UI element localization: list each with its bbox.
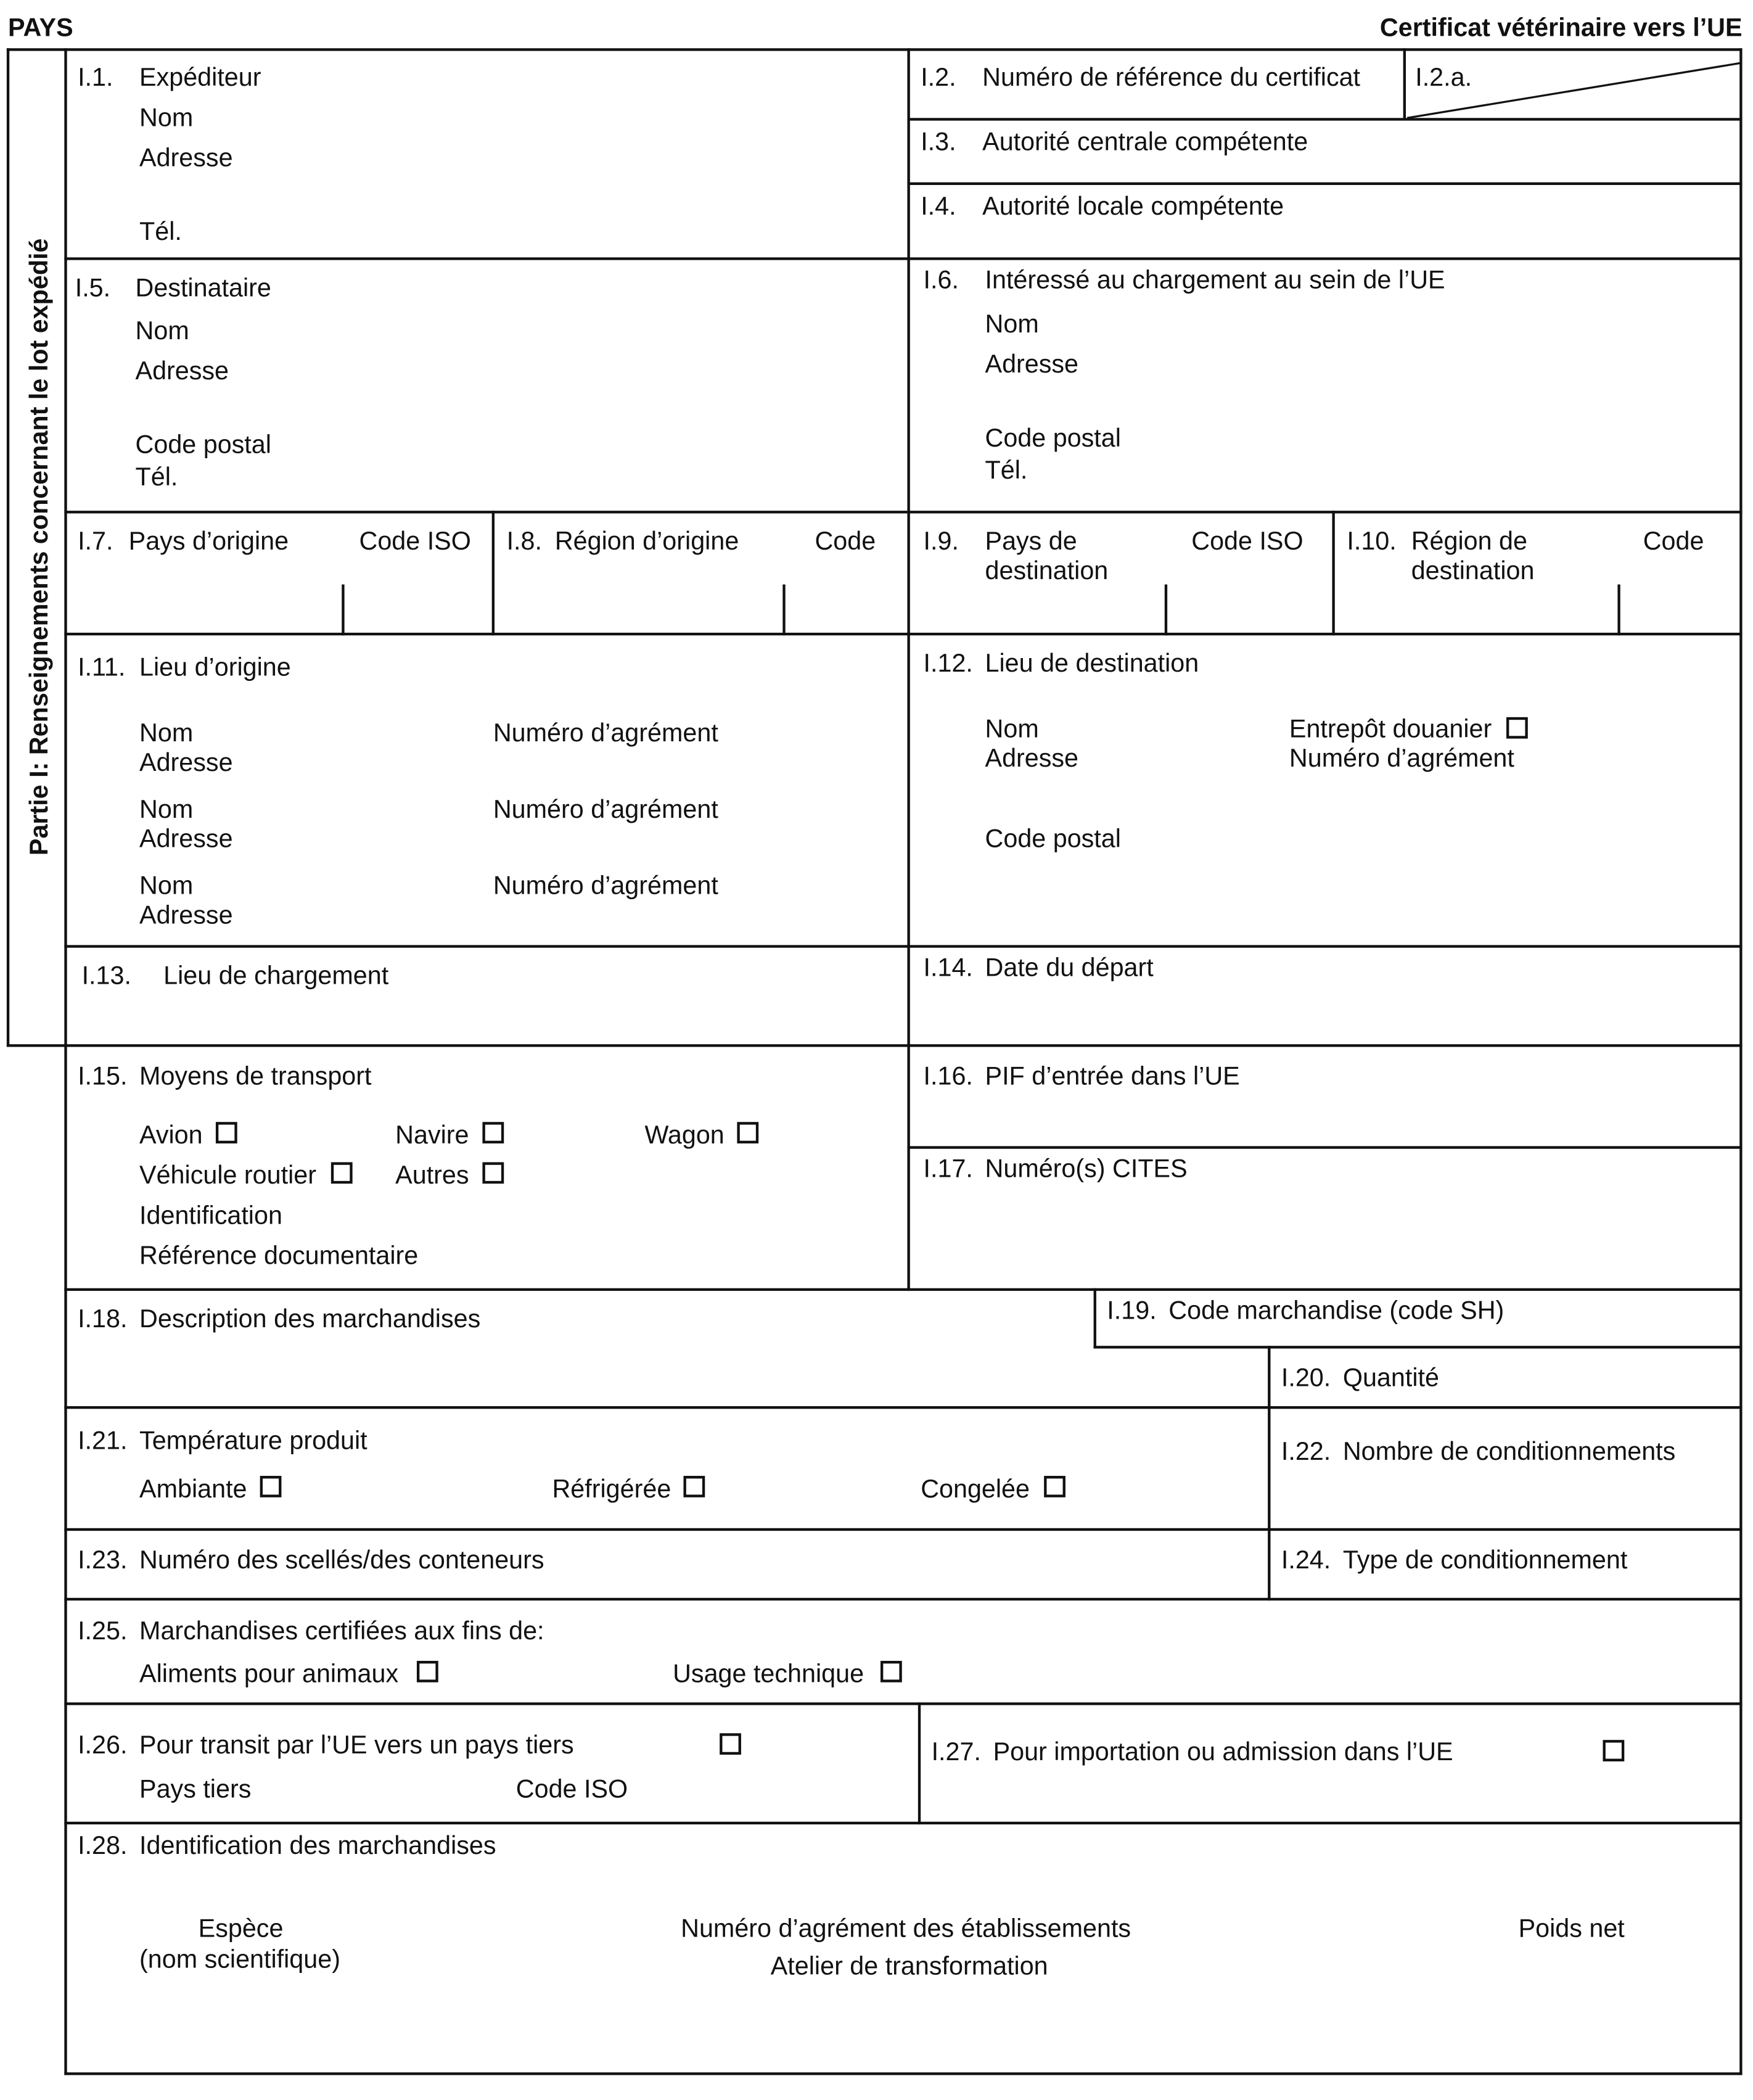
i13-title: Lieu de chargement — [163, 962, 389, 991]
i26-code-iso: Code ISO — [515, 1776, 628, 1805]
i5-nom: Nom — [135, 318, 189, 346]
i3-number: I.3. — [921, 128, 956, 157]
i25-aliments-label: Aliments pour animaux — [139, 1660, 399, 1689]
i28-poids-net: Poids net — [1518, 1915, 1625, 1944]
i18-title: Description des marchandises — [139, 1305, 481, 1334]
i4-number: I.4. — [921, 192, 956, 221]
i25-number: I.25. — [78, 1618, 128, 1647]
i12-entrepot-label: Entrepôt douanier — [1289, 715, 1492, 744]
i7-title: Pays d’origine — [128, 528, 289, 557]
i6-code-postal: Code postal — [985, 424, 1121, 453]
rule — [342, 585, 344, 636]
i15-navire-label: Navire — [395, 1122, 469, 1150]
rule — [7, 48, 9, 1047]
i13-number: I.13. — [81, 962, 131, 991]
part-one-label: Partie I: Renseignements concernant le lot expédié — [26, 238, 55, 856]
i2-title: Numéro de référence du certificat — [982, 64, 1361, 93]
i5-adresse: Adresse — [135, 358, 229, 386]
rule — [492, 511, 495, 635]
i3-title: Autorité centrale compétente — [982, 128, 1308, 157]
i28-agrement: Numéro d’agrément des établissements — [681, 1915, 1131, 1944]
i15-wagon-checkbox[interactable] — [737, 1122, 758, 1143]
i1-title: Expéditeur — [139, 64, 261, 93]
rule — [1268, 1346, 1270, 1600]
i9-number: I.9. — [923, 528, 959, 557]
i27-import-checkbox[interactable] — [1603, 1740, 1625, 1761]
i24-number: I.24. — [1281, 1547, 1331, 1575]
rule — [64, 1528, 1742, 1531]
i2-number: I.2. — [921, 64, 956, 93]
i11-number: I.11. — [78, 654, 126, 683]
i28-title: Identification des marchandises — [139, 1832, 496, 1861]
i14-title: Date du départ — [985, 954, 1154, 983]
i21-title: Température produit — [139, 1427, 367, 1456]
i28-nom-scientifique: (nom scientifique) — [139, 1946, 340, 1975]
i5-tel: Tél. — [135, 464, 178, 492]
rule — [907, 48, 909, 1291]
i27-number: I.27. — [931, 1739, 981, 1767]
i20-title: Quantité — [1342, 1364, 1439, 1393]
i8-number: I.8. — [506, 528, 542, 557]
i12-code-postal: Code postal — [985, 825, 1121, 854]
i12-agrement: Numéro d’agrément — [1289, 745, 1514, 774]
i15-avion-label: Avion — [139, 1122, 203, 1150]
rule — [7, 1044, 66, 1047]
i1-nom: Nom — [139, 104, 194, 133]
i26-pays-tiers: Pays tiers — [139, 1776, 252, 1805]
i12-title: Lieu de destination — [985, 650, 1199, 678]
header-country: PAYS — [8, 14, 73, 43]
header-certificate-title: Certificat vétérinaire vers l’UE — [1379, 14, 1743, 43]
i25-usage-checkbox[interactable] — [881, 1661, 902, 1682]
rule — [64, 945, 1742, 947]
i4-title: Autorité locale compétente — [982, 192, 1284, 221]
i5-title: Destinataire — [135, 274, 271, 303]
i15-vehicule-checkbox[interactable] — [331, 1162, 353, 1184]
i15-title: Moyens de transport — [139, 1063, 372, 1092]
i15-number: I.15. — [78, 1063, 128, 1092]
rule — [64, 2072, 1742, 2075]
i20-number: I.20. — [1281, 1364, 1331, 1393]
i26-transit-checkbox[interactable] — [720, 1733, 741, 1755]
i12-adresse: Adresse — [985, 745, 1079, 774]
i21-ambiante-checkbox[interactable] — [260, 1476, 282, 1497]
i6-adresse: Adresse — [985, 351, 1079, 380]
i15-avion-checkbox[interactable] — [216, 1122, 237, 1143]
rule — [907, 1146, 1742, 1148]
i21-refrigeree-label: Réfrigérée — [552, 1476, 671, 1504]
i21-congelee-label: Congelée — [921, 1476, 1030, 1504]
i15-vehicule-label: Véhicule routier — [139, 1162, 317, 1191]
i1-adresse: Adresse — [139, 144, 233, 173]
i5-code-postal: Code postal — [135, 431, 271, 460]
rule — [64, 1044, 1742, 1047]
i22-title: Nombre de conditionnements — [1342, 1438, 1676, 1467]
rule — [64, 511, 1742, 513]
rule — [1165, 585, 1167, 636]
i6-number: I.6. — [923, 266, 959, 295]
i11-title: Lieu d’origine — [139, 654, 291, 683]
i21-number: I.21. — [78, 1427, 128, 1456]
rule — [64, 1406, 1742, 1409]
i11-nom-2: Nom — [139, 796, 194, 825]
i22-number: I.22. — [1281, 1438, 1331, 1467]
i10-code-label: Code — [1643, 528, 1704, 557]
i23-title: Numéro des scellés/des conteneurs — [139, 1547, 544, 1575]
i6-tel: Tél. — [985, 457, 1028, 485]
rule — [782, 585, 785, 636]
i11-nom-1: Nom — [139, 720, 194, 748]
i21-congelee-checkbox[interactable] — [1044, 1476, 1065, 1497]
rule — [64, 1822, 1742, 1824]
i11-adresse-3: Adresse — [139, 902, 233, 931]
rule — [64, 257, 1742, 260]
i26-title: Pour transit par l’UE vers un pays tiers — [139, 1732, 574, 1760]
i15-reference: Référence documentaire — [139, 1242, 419, 1271]
i9-title-line2: destination — [985, 558, 1109, 586]
i17-title: Numéro(s) CITES — [985, 1155, 1188, 1184]
i27-title: Pour importation ou admission dans l’UE — [993, 1739, 1453, 1767]
i28-atelier: Atelier de transformation — [770, 1953, 1048, 1982]
rule — [1739, 48, 1742, 2075]
i6-title: Intéressé au chargement au sein de l’UE — [985, 266, 1445, 295]
i28-number: I.28. — [78, 1832, 128, 1861]
i9-code-label: Code ISO — [1191, 528, 1303, 557]
i25-usage-label: Usage technique — [673, 1660, 864, 1689]
rule — [1094, 1288, 1096, 1349]
i11-agrement-2: Numéro d’agrément — [493, 796, 718, 825]
i9-title-line1: Pays de — [985, 528, 1077, 557]
i14-number: I.14. — [923, 954, 973, 983]
i23-number: I.23. — [78, 1547, 128, 1575]
i6-nom: Nom — [985, 311, 1039, 339]
i11-agrement-1: Numéro d’agrément — [493, 720, 718, 748]
i7-number: I.7. — [78, 528, 113, 557]
i15-navire-checkbox[interactable] — [482, 1122, 504, 1143]
i16-title: PIF d’entrée dans l’UE — [985, 1063, 1240, 1092]
i21-ambiante-label: Ambiante — [139, 1476, 247, 1504]
rule — [918, 1702, 921, 1824]
i15-autres-checkbox[interactable] — [482, 1162, 504, 1184]
i11-adresse-2: Adresse — [139, 825, 233, 854]
i19-title: Code marchandise (code SH) — [1168, 1297, 1505, 1326]
rule — [1617, 585, 1620, 636]
i1-tel: Tél. — [139, 218, 182, 247]
i5-number: I.5. — [75, 274, 111, 303]
i26-number: I.26. — [78, 1732, 128, 1760]
i11-agrement-3: Numéro d’agrément — [493, 872, 718, 901]
i2a-number: I.2.a. — [1415, 64, 1472, 93]
rule — [64, 1598, 1742, 1600]
i19-number: I.19. — [1107, 1297, 1157, 1326]
i25-title: Marchandises certifiées aux fins de: — [139, 1618, 544, 1647]
i21-refrigeree-checkbox[interactable] — [683, 1476, 705, 1497]
i7-code-label: Code ISO — [359, 528, 471, 557]
i25-aliments-checkbox[interactable] — [417, 1661, 438, 1682]
i11-nom-3: Nom — [139, 872, 194, 901]
i15-wagon-label: Wagon — [644, 1122, 725, 1150]
rule — [1094, 1346, 1743, 1348]
i10-title-line2: destination — [1411, 558, 1535, 586]
i28-espece: Espèce — [198, 1915, 284, 1944]
rule — [64, 1288, 1742, 1291]
i17-number: I.17. — [923, 1155, 973, 1184]
rule — [64, 1702, 1742, 1705]
i18-number: I.18. — [78, 1305, 128, 1334]
i11-adresse-1: Adresse — [139, 749, 233, 778]
rule — [64, 633, 1742, 635]
i10-title-line1: Région de — [1411, 528, 1527, 557]
i12-entrepot-checkbox[interactable] — [1506, 717, 1528, 739]
i8-code-label: Code — [815, 528, 876, 557]
i16-number: I.16. — [923, 1063, 973, 1092]
i10-number: I.10. — [1347, 528, 1397, 557]
i8-title: Région d’origine — [554, 528, 739, 557]
i15-identification: Identification — [139, 1202, 282, 1231]
i15-autres-label: Autres — [395, 1162, 469, 1191]
rule — [907, 183, 1742, 185]
rule — [64, 48, 67, 2075]
i12-nom: Nom — [985, 715, 1039, 744]
i12-number: I.12. — [923, 650, 973, 678]
i1-number: I.1. — [78, 64, 113, 93]
i24-title: Type de conditionnement — [1342, 1547, 1628, 1575]
rule — [1332, 511, 1334, 635]
